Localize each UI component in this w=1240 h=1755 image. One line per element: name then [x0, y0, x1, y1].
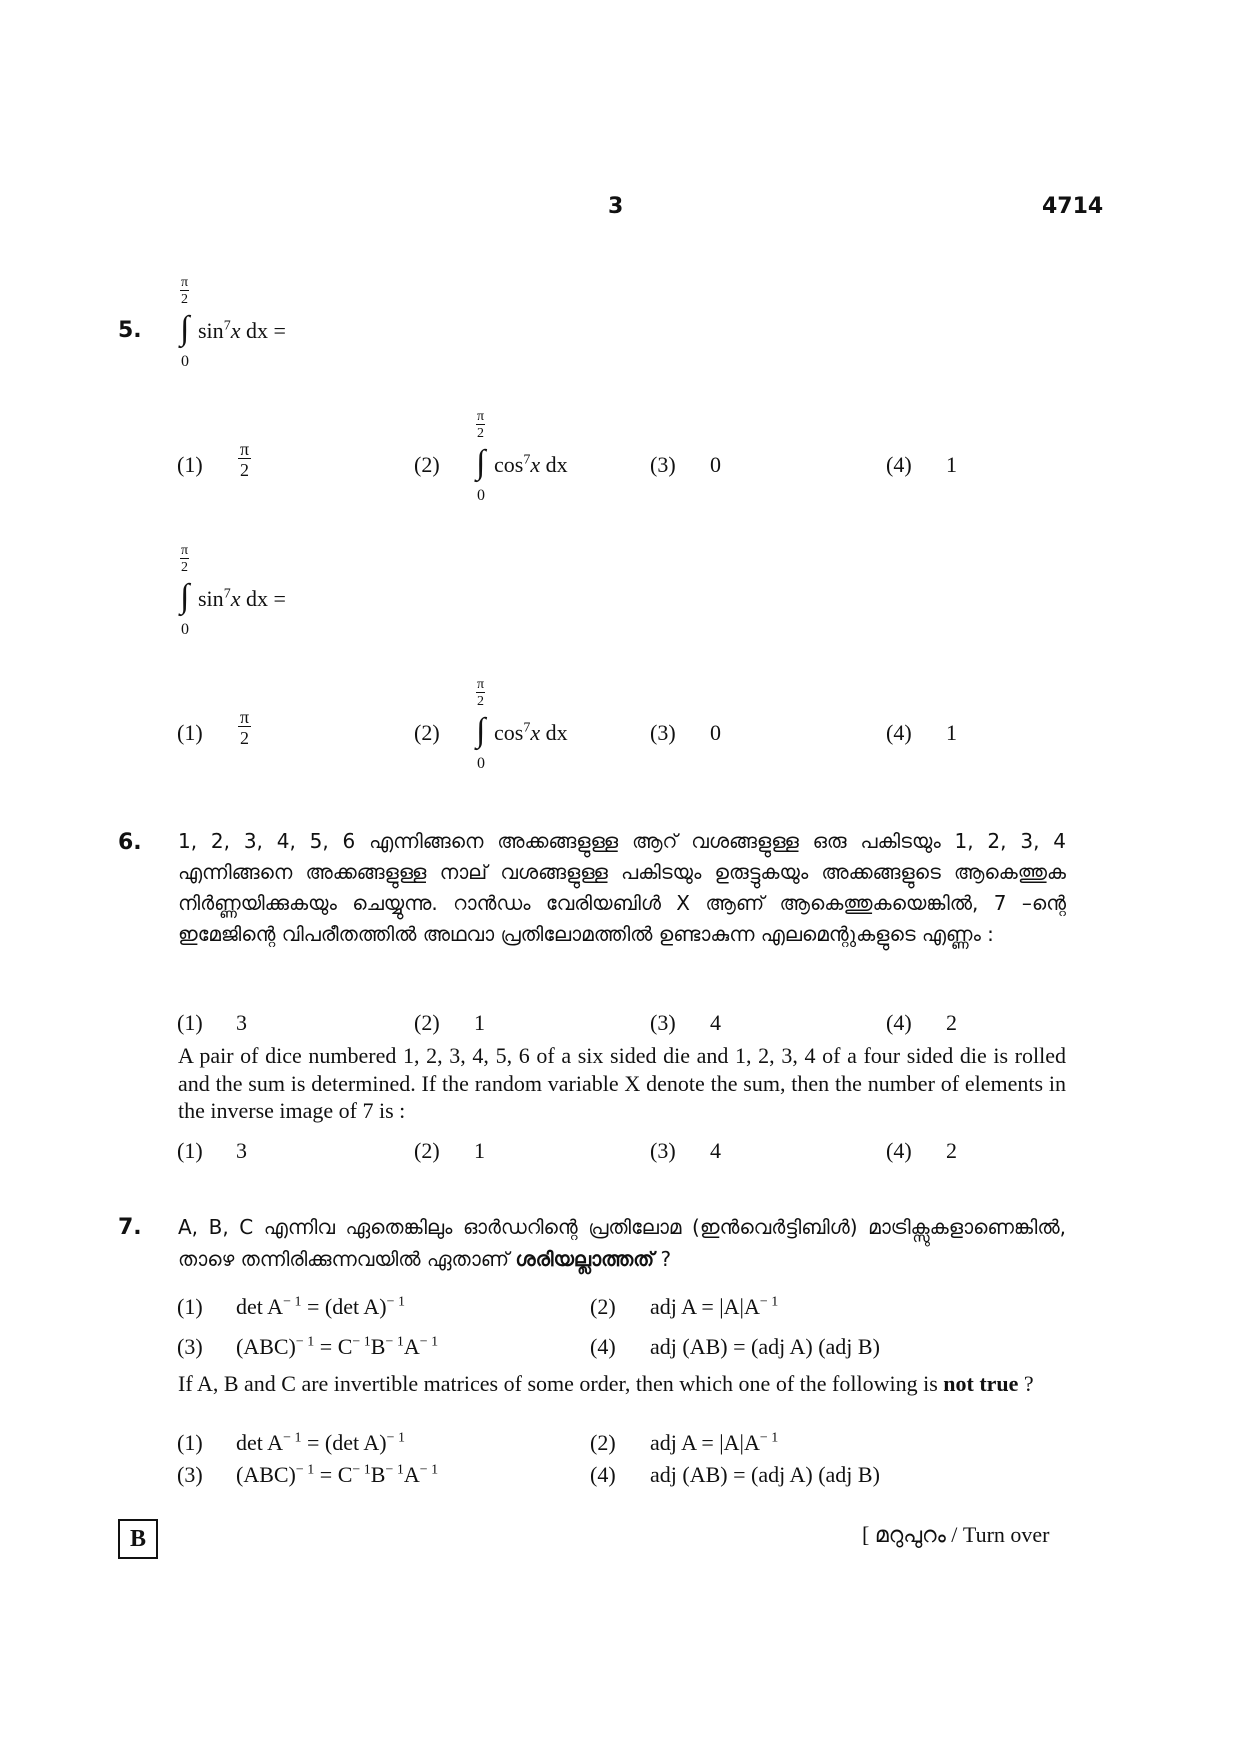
- option-3-expression: $(ABC)^{- 1} = C^{- 1}B^{- 1}A^{- 1}$: [236, 1334, 439, 1359]
- option-4-label: (4): [590, 1334, 616, 1359]
- option-4-expression: adj (AB) = (adj A) (adj B): [650, 1334, 880, 1359]
- option-1-label: (1): [177, 1430, 203, 1455]
- question-number: 6.: [118, 830, 142, 855]
- option-2-upper-limit: $\frac{\pi}{2}$: [477, 409, 485, 441]
- question-number: 7.: [118, 1215, 142, 1240]
- option-2-lower-limit: 0: [477, 755, 485, 772]
- option-3-value: 0: [710, 720, 721, 745]
- question-text-english: A pair of dice numbered 1, 2, 3, 4, 5, 6 of a six sided die and 1, 2, 3, 4 of a four sided die is rolled and the sum is determined. If the random variable X denote the sum, then the number of elements in the inverse image of 7 is :: [178, 1043, 1066, 1123]
- option-2-label: (2): [414, 720, 440, 745]
- option-3-value: 0: [710, 452, 721, 477]
- integrand: $\sin^7x$ dx =: [198, 318, 286, 343]
- option-4-label: (4): [886, 1138, 912, 1163]
- upper-limit: $\frac{\pi}{2}$: [181, 275, 189, 307]
- option-2-expression: adj $A = |A|A^{- 1}$: [650, 1294, 779, 1319]
- option-1-value: 3: [236, 1138, 247, 1163]
- option-2-integrand: $\cos^7x$ dx: [494, 720, 568, 745]
- option-4-label: (4): [886, 452, 912, 477]
- option-1-fraction: $\frac{\pi}{2}$: [240, 439, 250, 480]
- integral-sign: ∫: [180, 578, 190, 615]
- question-text-malayalam: A, B, C എന്നിവ ഏതെങ്കിലും ഓർഡറിന്റെ പ്രതിലോമ (ഇൻവെർട്ടിബിൾ) മാട്രിക്സുകളാണെങ്കിൽ, താഴെ തന്നിരിക്കുന്നവയിൽ ഏതാണ് ശരിയല്ലാത്തത് ?: [178, 1215, 1066, 1271]
- option-2-label: (2): [414, 452, 440, 477]
- option-2-label: (2): [414, 1138, 440, 1163]
- option-4-value: 2: [946, 1138, 957, 1163]
- option-2-expression: adj $A = |A|A^{- 1}$: [650, 1430, 779, 1455]
- option-3-value: 4: [710, 1010, 721, 1035]
- option-4-value: 1: [946, 720, 957, 745]
- option-3-label: (3): [177, 1462, 203, 1487]
- option-4-label: (4): [886, 720, 912, 745]
- option-1-label: (1): [177, 1010, 203, 1035]
- option-2-integral-sign: ∫: [476, 444, 486, 481]
- upper-limit: $\frac{\pi}{2}$: [181, 543, 189, 575]
- emphasis-not-true-malayalam: ശരിയല്ലാത്തത്: [515, 1247, 655, 1271]
- option-1-expression: $\det A^{- 1} = (\det$ A)$^{- 1}$: [236, 1430, 405, 1455]
- option-1-fraction: $\frac{\pi}{2}$: [240, 707, 250, 748]
- option-3-label: (3): [650, 1010, 676, 1035]
- option-4-label: (4): [590, 1462, 616, 1487]
- option-3-expression: $(ABC)^{- 1} = C^{- 1}B^{- 1}A^{- 1}$: [236, 1462, 439, 1487]
- option-1-label: (1): [177, 1138, 203, 1163]
- option-2-upper-limit: $\frac{\pi}{2}$: [477, 677, 485, 709]
- option-2-value: 1: [474, 1010, 485, 1035]
- option-3-label: (3): [177, 1334, 203, 1359]
- question-number: 5.: [118, 318, 142, 343]
- option-4-label: (4): [886, 1010, 912, 1035]
- option-1-expression: $\det A^{- 1} = (\det$ A)$^{- 1}$: [236, 1294, 405, 1319]
- question-text-english: If A, B and C are invertible matrices of some order, then which one of the following is not true ?: [178, 1371, 1034, 1396]
- option-3-label: (3): [650, 1138, 676, 1163]
- option-2-label: (2): [590, 1430, 616, 1455]
- option-2-integrand: $\cos^7x$ dx: [494, 452, 568, 477]
- integral-sign: ∫: [180, 310, 190, 347]
- option-3-label: (3): [650, 720, 676, 745]
- emphasis-not-true: not true: [943, 1371, 1019, 1396]
- option-2-label: (2): [414, 1010, 440, 1035]
- option-1-label: (1): [177, 1294, 203, 1319]
- page-number: 3: [608, 194, 624, 219]
- option-2-value: 1: [474, 1138, 485, 1163]
- option-2-lower-limit: 0: [477, 487, 485, 504]
- option-1-label: (1): [177, 452, 203, 477]
- lower-limit: 0: [181, 353, 189, 370]
- option-2-label: (2): [590, 1294, 616, 1319]
- option-4-value: 2: [946, 1010, 957, 1035]
- integrand: $\sin^7x$ dx =: [198, 586, 286, 611]
- lower-limit: 0: [181, 621, 189, 638]
- option-4-expression: adj (AB) = (adj A) (adj B): [650, 1462, 880, 1487]
- option-2-integral-sign: ∫: [476, 712, 486, 749]
- option-3-label: (3): [650, 452, 676, 477]
- turn-over-note: [ മറുപുറം / Turn over: [862, 1522, 1050, 1547]
- option-4-value: 1: [946, 452, 957, 477]
- question-text-malayalam: 1, 2, 3, 4, 5, 6 എന്നിങ്ങനെ അക്കങ്ങളുള്ള ആറ് വശങ്ങളുള്ള ഒരു പകിടയും 1, 2, 3, 4 എന്നിങ്ങനെ അക്കങ്ങളുള്ള നാല് വശങ്ങളുള്ള പകിടയും ഉരുട്ടുകയും അക്കങ്ങളുടെ ആകെത്തുക നിർണ്ണയിക്കുകയും ചെയ്യുന്നു. റാൻഡം വേരിയബിൾ X ആണ് ആകെത്തുകയെങ്കിൽ, 7 –ന്റെ ഇമേജിന്റെ വിപരീതത്തിൽ അഥവാ പ്രതിലോമത്തിൽ ഉണ്ടാകുന്ന എലമെന്റുകളുടെ എണ്ണം :: [178, 829, 1066, 946]
- option-1-label: (1): [177, 720, 203, 745]
- paper-code: 4714: [1042, 194, 1104, 219]
- option-3-value: 4: [710, 1138, 721, 1163]
- booklet-series-box: B: [118, 1519, 158, 1559]
- option-1-value: 3: [236, 1010, 247, 1035]
